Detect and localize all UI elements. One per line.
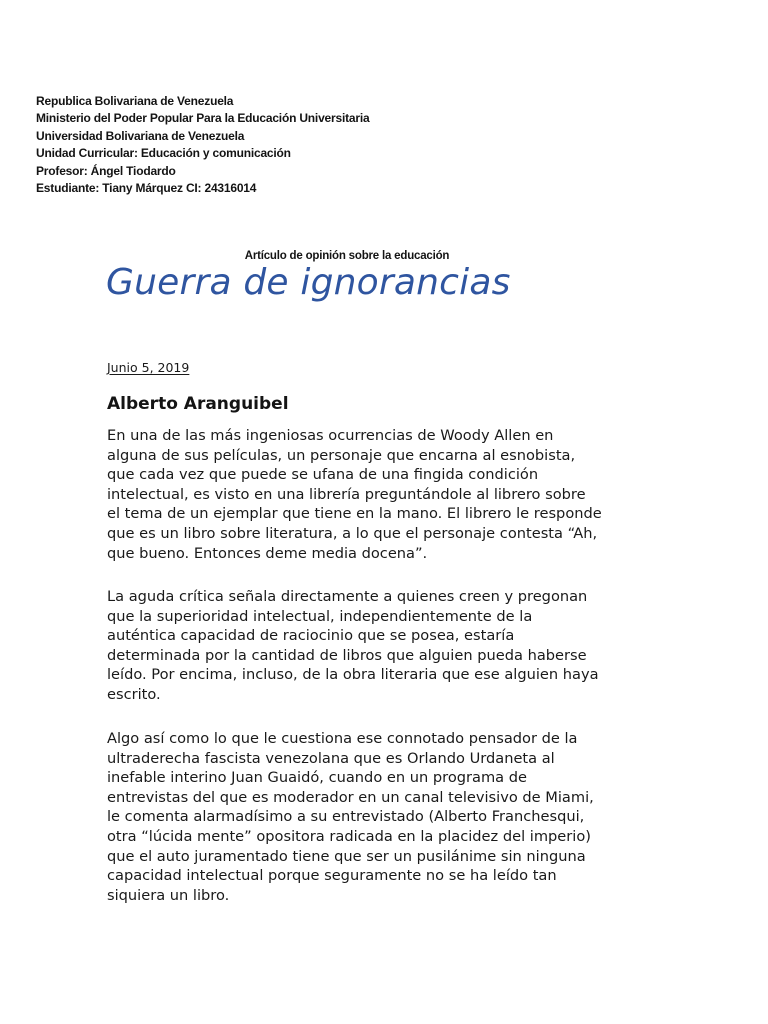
paragraph-line: alguna de sus películas, un personaje que encarna al esnobista,	[107, 446, 576, 464]
paragraph-line: intelectual, es visto en una librería preguntándole al librero sobre	[107, 485, 586, 503]
paragraph-line: En una de las más ingeniosas ocurrencias de Woody Allen en	[107, 427, 554, 444]
article-subtitle: Artículo de opinión sobre la educación	[244, 250, 450, 262]
header-line-republic: Republica Bolivariana de Venezuela	[36, 94, 234, 108]
paragraph-line: que cada vez que puede se ufana de una fingida condición	[107, 466, 539, 484]
paragraph-line: que la superioridad intelectual, independientemente de la	[107, 607, 533, 625]
header-line-student: Estudiante: Tiany Márquez CI: 24316014	[36, 181, 257, 196]
paragraph-line: capacidad intelectual porque seguramente no se ha leído tan	[107, 867, 557, 885]
paragraph-line: determinada por la cantidad de libros que alguien pueda haberse	[107, 646, 587, 664]
paragraph-line: escrito.	[107, 685, 161, 703]
paragraph-line: siquiera un libro.	[107, 886, 230, 904]
paragraph-line: que es un libro sobre literatura, a lo que el personaje contesta “Ah,	[107, 524, 598, 542]
article-paragraph-2	[107, 587, 667, 705]
article-date: Junio 5, 2019	[107, 360, 190, 375]
paragraph-line: que bueno. Entonces deme media docena”.	[107, 544, 428, 562]
paragraph-line: Algo así como lo que le cuestiona ese connotado pensador de la	[107, 730, 578, 747]
header-line-course: Unidad Curricular: Educación y comunicación	[36, 146, 291, 161]
paragraph-line: inefable interino Juan Guaidó, cuando en un programa de	[107, 769, 528, 787]
article-paragraph-1	[107, 426, 667, 563]
article-author: Alberto Aranguibel	[107, 394, 289, 414]
paragraph-line: entrevistas del que es moderador en un canal televisivo de Miami,	[107, 788, 594, 806]
article-paragraph-3	[107, 729, 667, 905]
paragraph-line: otra “lúcida mente” opositora radicada en la placidez del imperio)	[107, 827, 591, 845]
header-line-ministry: Ministerio del Poder Popular Para la Educación Universitaria	[36, 111, 370, 126]
paragraph-line: La aguda crítica señala directamente a quienes creen y pregonan	[107, 588, 588, 605]
institution-header	[36, 93, 369, 197]
paragraph-line: el tema de un ejemplar que tiene en la mano. El librero le responde	[107, 505, 602, 523]
paragraph-line: ultraderecha fascista venezolana que es Orlando Urdaneta al	[107, 749, 555, 767]
paragraph-line: auténtica capacidad de raciocinio que se posea, estaría	[107, 627, 515, 645]
paragraph-line: le comenta alarmadísimo a su entrevistado (Alberto Franchesqui,	[107, 808, 585, 826]
header-line-professor: Profesor: Ángel Tiodardo	[36, 163, 176, 178]
paragraph-line: leído. Por encima, incluso, de la obra literaria que ese alguien haya	[107, 666, 599, 684]
paragraph-line: que el auto juramentado tiene que ser un pusilánime sin ninguna	[107, 847, 586, 865]
header-line-university: Universidad Bolivariana de Venezuela	[36, 128, 245, 143]
article-title: Guerra de ignorancias	[106, 262, 511, 303]
